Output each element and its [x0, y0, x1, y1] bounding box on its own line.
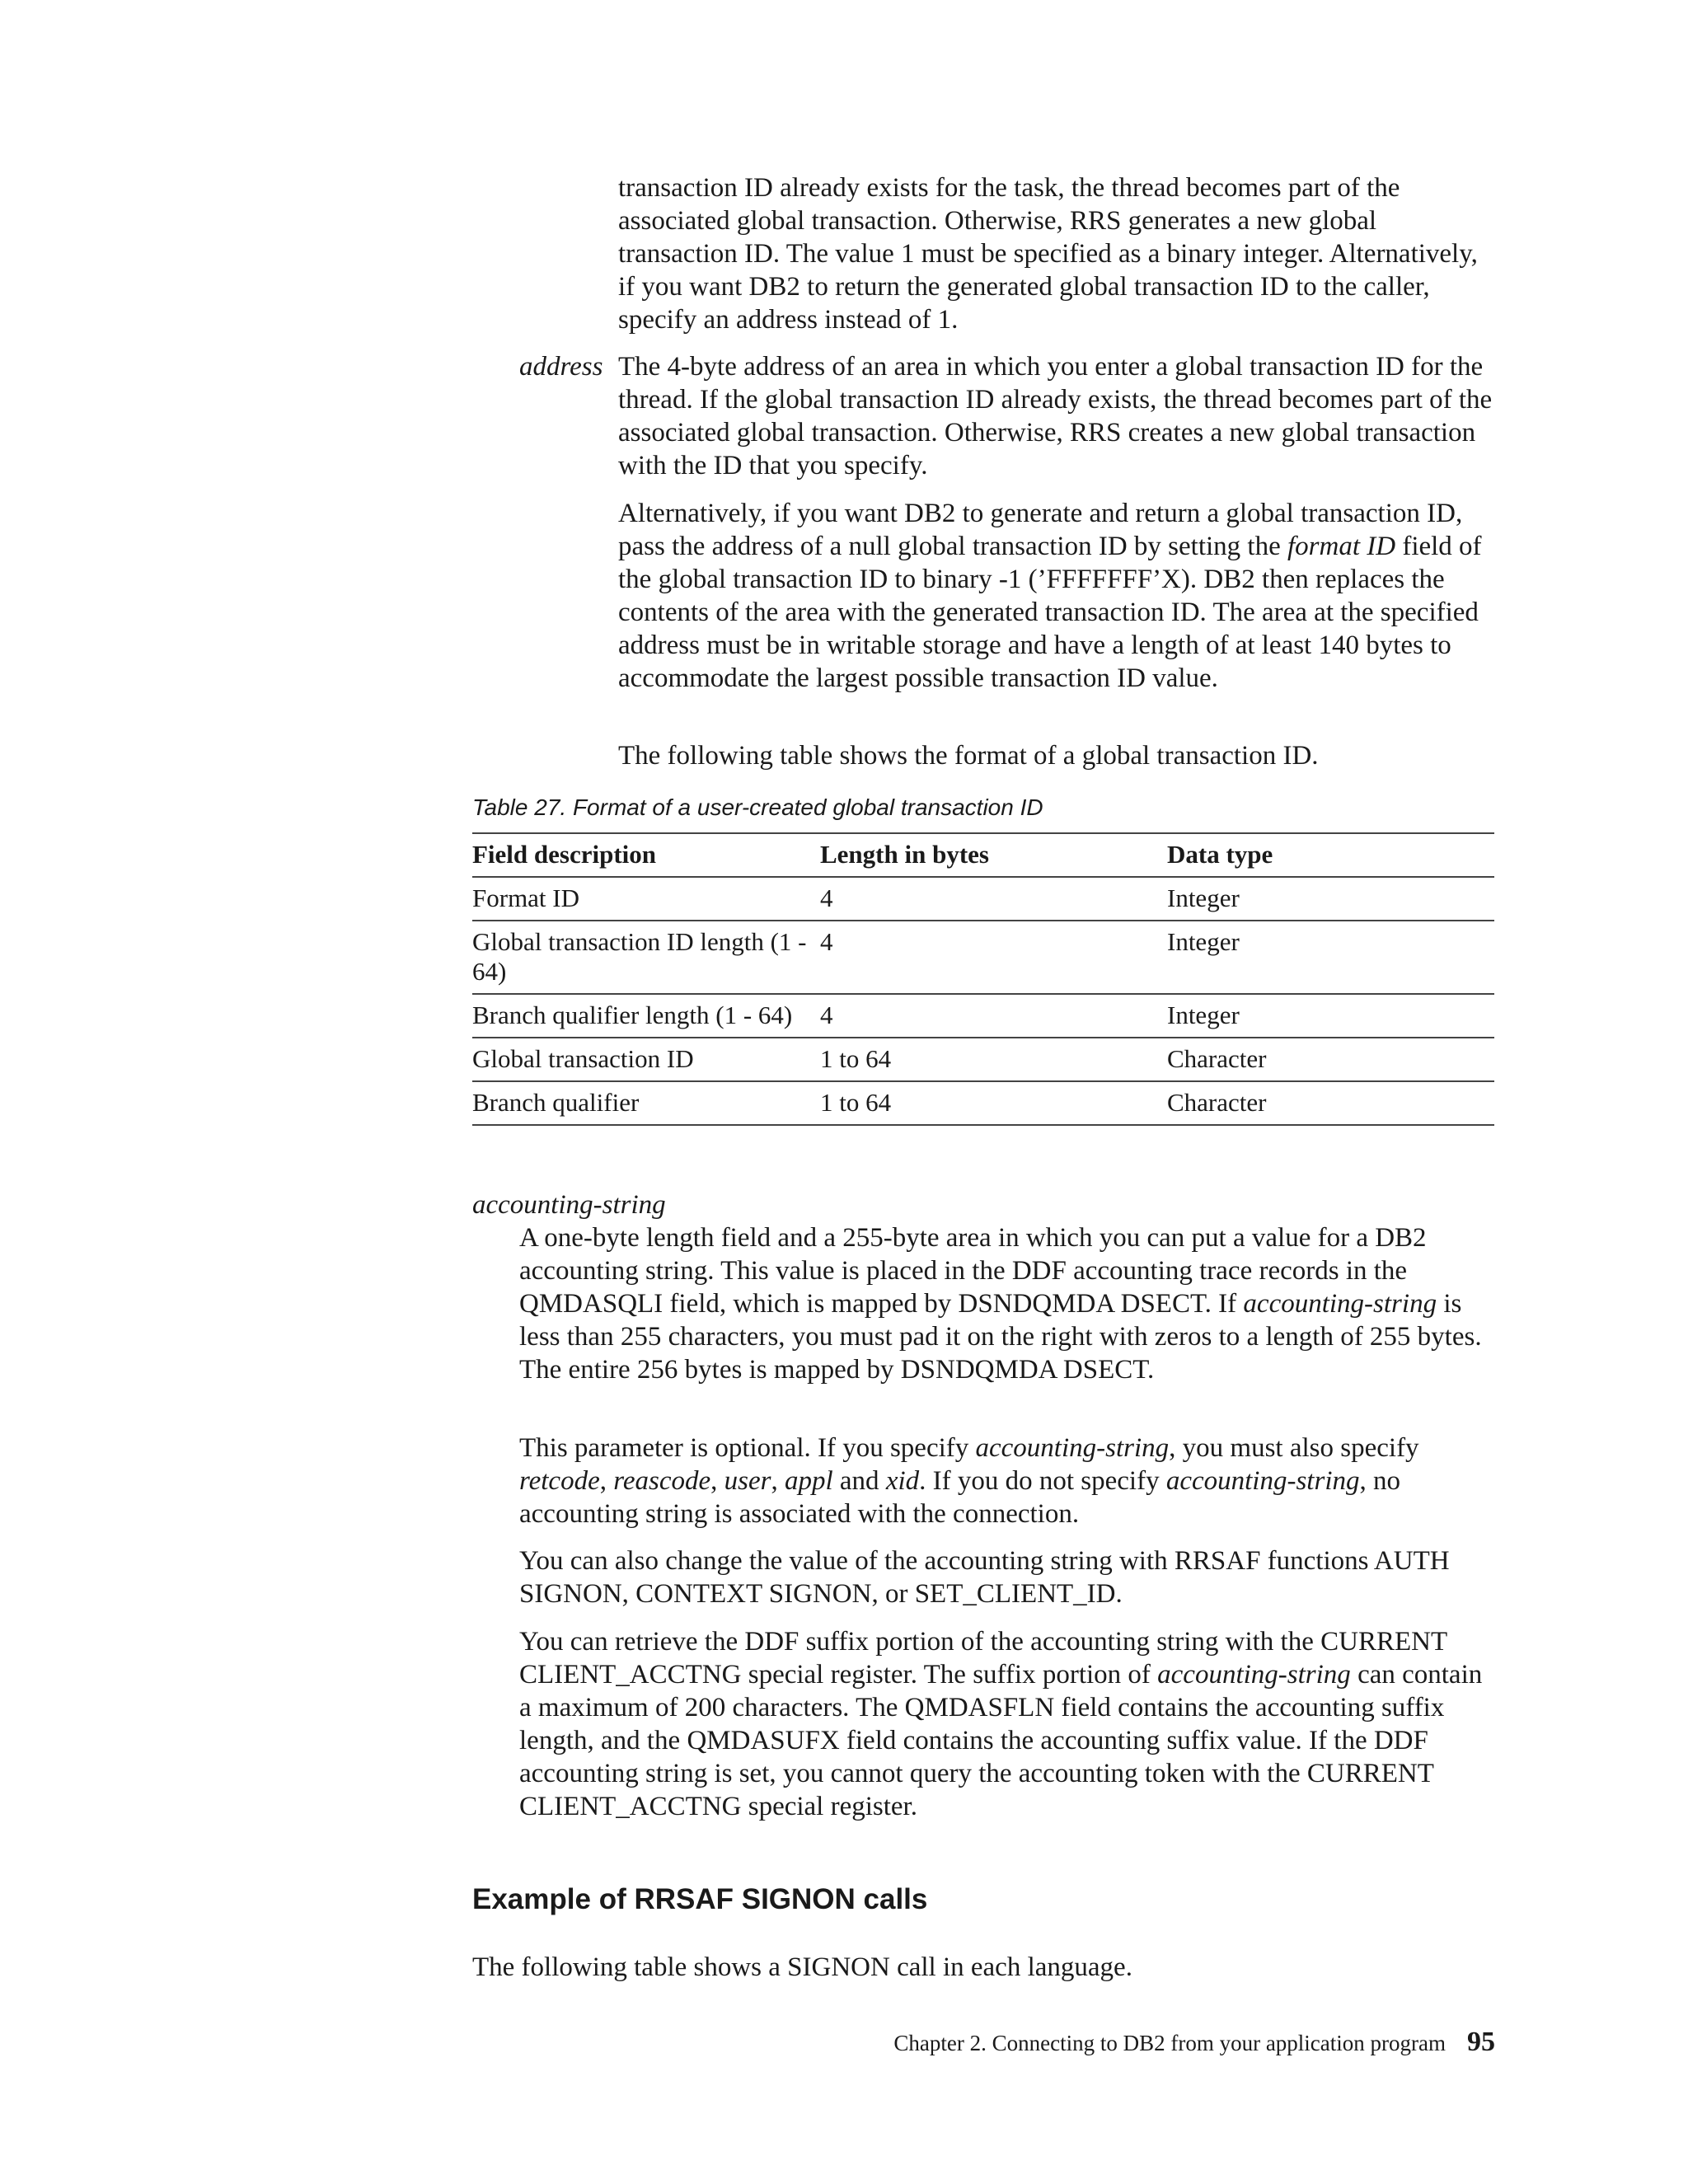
- intro-paragraph: transaction ID already exists for the task, the thread becomes part of the associated global transaction. Otherwise, RRS generates a new global transaction ID. The value 1 must be specified as a binary integer. Alternatively, if you want DB2 to return the generated global transaction ID to the caller, specify an address instead of 1.: [618, 173, 1478, 335]
- accounting-string-term: accounting-string: [472, 1190, 666, 1220]
- transaction-id-format-table: [472, 832, 1494, 1126]
- address-term: address: [519, 352, 603, 382]
- table-row: [472, 994, 1494, 1038]
- table-cell: 4: [820, 921, 1167, 994]
- accounting-paragraph-3: You can also change the value of the accounting string with RRSAF functions AUTH SIGNON, CONTEXT SIGNON, or SET_CLIENT_ID.: [519, 1546, 1450, 1609]
- column-header-field-description: Field description: [472, 833, 820, 877]
- column-header-data-type: Data type: [1167, 833, 1494, 877]
- table-cell: Character: [1167, 1081, 1494, 1125]
- table-cell: Integer: [1167, 994, 1494, 1038]
- page-number: 95: [1467, 2027, 1495, 2057]
- accounting-paragraph-4: You can retrieve the DDF suffix portion of the accounting string with the CURRENT CLIENT_ACCTNG special register. The suffix portion of accounting-string can contain a maximum of 200 characters. The QMDASFLN field contains the accounting suffix length, and the QMDASUFX field contains the accounting suffix value. If the DDF accounting string is set, you cannot query the accounting token with the CURRENT CLIENT_ACCTNG special register.: [519, 1627, 1483, 1821]
- table-cell: Branch qualifier length (1 - 64): [472, 994, 820, 1038]
- table-cell: 4: [820, 877, 1167, 921]
- accounting-paragraph-1: A one-byte length field and a 255-byte area in which you can put a value for a DB2 accounting string. This value is placed in the DDF accounting trace records in the QMDASQLI field, which is mapped by DSNDQMDA DSECT. If accounting-string is less than 255 characters, you must pad it on the right with zeros to a length of 255 bytes. The entire 256 bytes is mapped by DSNDQMDA DSECT.: [519, 1223, 1482, 1385]
- table-row: [472, 921, 1494, 994]
- section-heading: Example of RRSAF SIGNON calls: [472, 1883, 928, 1915]
- table-row: [472, 877, 1494, 921]
- column-header-length: Length in bytes: [820, 833, 1167, 877]
- table-cell: 4: [820, 994, 1167, 1038]
- table-cell: Integer: [1167, 877, 1494, 921]
- table-header-row: [472, 833, 1494, 877]
- table-row: [472, 1038, 1494, 1081]
- accounting-paragraph-2: This parameter is optional. If you specify accounting-string, you must also specify retcode, reascode, user, appl and xid. If you do not specify accounting-string, no accounting string is associated with the connection.: [519, 1433, 1419, 1529]
- footer-chapter-title: Chapter 2. Connecting to DB2 from your application program: [893, 2031, 1446, 2055]
- address-paragraph-1: The 4-byte address of an area in which you enter a global transaction ID for the thread. If the global transaction ID already exists, the thread becomes part of the associated global transaction. Otherwise, RRS creates a new global transaction with the ID that you specify.: [618, 352, 1493, 480]
- table-cell: Format ID: [472, 877, 820, 921]
- table-cell: Global transaction ID length (1 - 64): [472, 921, 820, 994]
- table-cell: 1 to 64: [820, 1038, 1167, 1081]
- table-cell: Global transaction ID: [472, 1038, 820, 1081]
- table-cell: Character: [1167, 1038, 1494, 1081]
- section-intro-paragraph: The following table shows a SIGNON call in each language.: [472, 1952, 1132, 1982]
- page-footer: [0, 2026, 1495, 2060]
- address-paragraph-3: The following table shows the format of a global transaction ID.: [618, 741, 1319, 771]
- table-caption: Table 27. Format of a user-created global transaction ID: [472, 794, 1043, 820]
- address-paragraph-2: Alternatively, if you want DB2 to generate and return a global transaction ID, pass the address of a null global transaction ID by setting the format ID field of the global transaction ID to binary -1 (’FFFFFFF’X). DB2 then replaces the contents of the area with the generated transaction ID. The area at the specified address must be in writable storage and have a length of at least 140 bytes to accommodate the largest possible transaction ID value.: [618, 499, 1482, 693]
- table-row: [472, 1081, 1494, 1125]
- table-cell: Integer: [1167, 921, 1494, 994]
- table-cell: Branch qualifier: [472, 1081, 820, 1125]
- table-cell: 1 to 64: [820, 1081, 1167, 1125]
